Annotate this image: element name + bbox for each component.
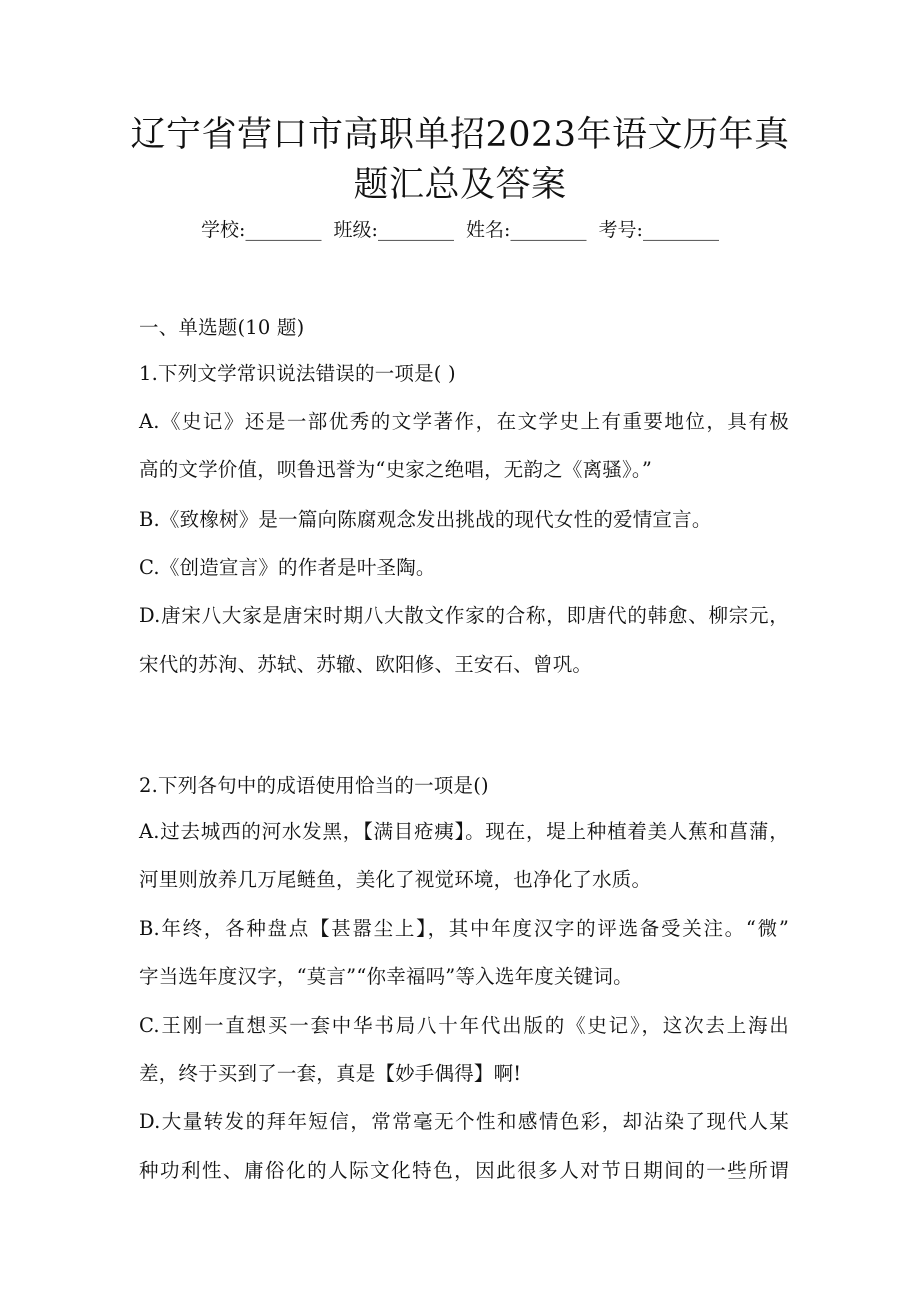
question-1-option-d-cont: 宋代的苏洵、苏轼、苏辙、欧阳修、王安石、曾巩。 <box>139 653 593 676</box>
question-2-option-d: D.大量转发的拜年短信，常常毫无个性和感情色彩，却沾染了现代人某 <box>139 1110 789 1133</box>
question-1-option-a: A.《史记》还是一部优秀的文学著作，在文学史上有重要地位，具有极 <box>139 410 789 433</box>
document-title-line-1: 辽宁省营口市高职单招2023年语文历年真 <box>130 115 790 155</box>
question-2-option-b: B.年终，各种盘点【甚嚣尘上】，其中年度汉字的评选备受关注。“微” <box>139 917 789 940</box>
name-field: 姓名:________ <box>466 219 587 241</box>
question-2-option-a: A.过去城西的河水发黑，【满目疮痍】。现在，堤上种植着美人蕉和菖蒲， <box>139 820 789 843</box>
question-2-stem: 2.下列各句中的成语使用恰当的一项是() <box>139 774 489 797</box>
question-1-stem: 1.下列文学常识说法错误的一项是( ) <box>139 362 456 385</box>
section-heading: 一、单选题(10 题) <box>139 316 305 339</box>
school-field: 学校:________ <box>201 219 322 241</box>
question-1-option-b: B.《致橡树》是一篇向陈腐观念发出挑战的现代女性的爱情宣言。 <box>139 508 712 531</box>
question-2-option-b-cont: 字当选年度汉字，“莫言”“你幸福吗”等入选年度关键词。 <box>139 965 633 988</box>
question-1-option-c: C.《创造宣言》的作者是叶圣陶。 <box>139 556 436 579</box>
document-title-line-2: 题汇总及答案 <box>353 165 567 205</box>
class-field: 班级:________ <box>333 219 454 241</box>
question-2-option-c-cont: 差，终于买到了一套，真是【妙手偶得】啊! <box>139 1062 522 1085</box>
question-2-option-c: C.王刚一直想买一套中华书局八十年代出版的《史记》，这次去上海出 <box>139 1014 789 1037</box>
question-2-option-a-cont: 河里则放养几万尾鲢鱼，美化了视觉环境，也净化了水质。 <box>139 868 652 891</box>
exam-number-field: 考号:________ <box>598 219 719 241</box>
question-2-option-d-cont: 种功利性、庸俗化的人际文化特色，因此很多人对节日期间的一些所谓 <box>139 1159 789 1182</box>
student-info-row <box>0 216 920 244</box>
question-1-option-d: D.唐宋八大家是唐宋时期八大散文作家的合称，即唐代的韩愈、柳宗元， <box>139 604 789 627</box>
question-1-option-a-cont: 高的文学价值，呗鲁迅誉为“史家之绝唱，无韵之《离骚》。” <box>139 458 653 481</box>
